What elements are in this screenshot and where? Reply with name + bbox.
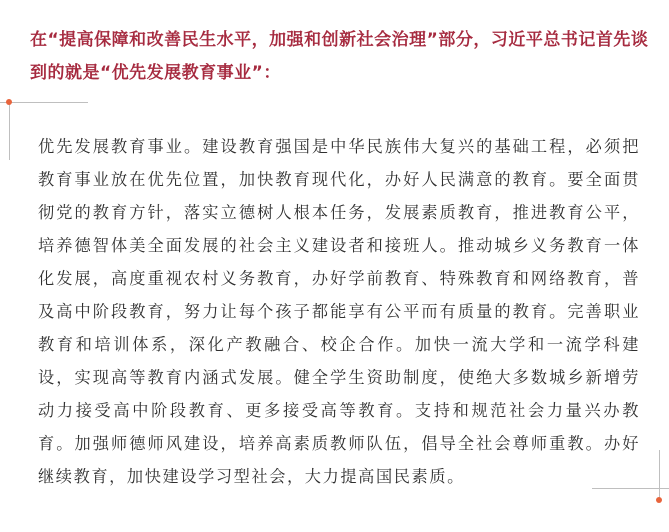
intro-heading: 在“提高保障和改善民生水平，加强和创新社会治理”部分，习近平总书记首先谈到的就是“优先发展教育事业”： — [30, 30, 649, 83]
frame-top-left-dot — [6, 99, 12, 105]
frame-top-left-vertical-line — [9, 102, 10, 160]
frame-bottom-right-dot — [656, 497, 662, 503]
frame-bottom-right-vertical-line — [659, 450, 660, 500]
frame-top-left-horizontal-line — [0, 102, 88, 103]
frame-bottom-right-horizontal-line — [592, 488, 669, 489]
article-body: 优先发展教育事业。建设教育强国是中华民族伟大复兴的基础工程，必须把教育事业放在优先位置，加快教育现代化，办好人民满意的教育。要全面贯彻党的教育方针，落实立德树人根本任务，发展素质教育，推进教育公平，培养德智体美全面发展的社会主义建设者和接班人。推动城乡义务教育一体化发展，高度重视农村义务教育，办好学前教育、特殊教育和网络教育，普及高中阶段教育，努力让每个孩子都能享有公平而有质量的教育。完善职业教育和培训体系，深化产教融合、校企合作。加快一流大学和一流学科建设，实现高等教育内涵式发展。健全学生资助制度，使绝大多数城乡新增劳动力接受高中阶段教育、更多接受高等教育。支持和规范社会力量兴办教育。加强师德师风建设，培养高素质教师队伍，倡导全社会尊师重教。办好继续教育，加快建设学习型社会，大力提高国民素质。 — [38, 137, 640, 486]
